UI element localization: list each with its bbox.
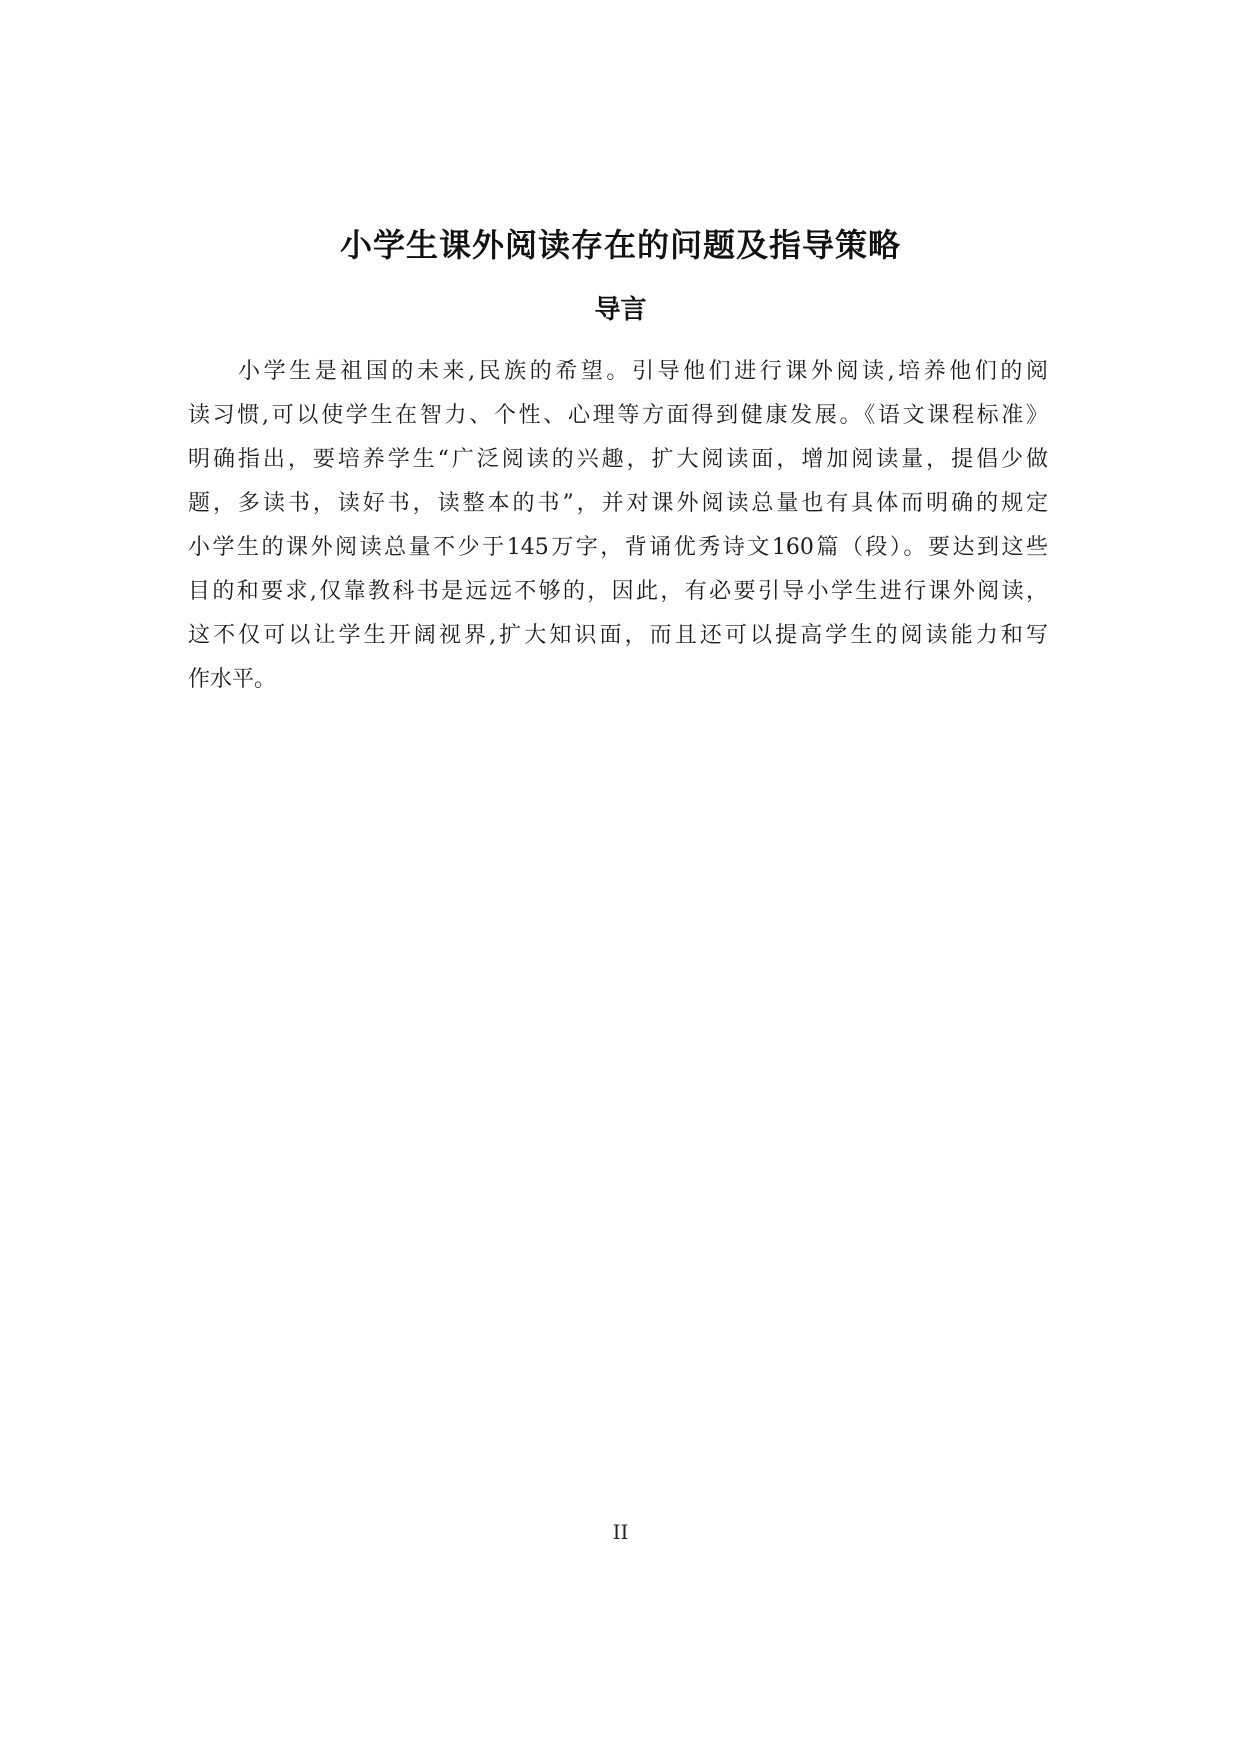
paragraph-line: 小学生的课外阅读总量不少于145万字，背诵优秀诗文160篇（段）。要达到这些 (188, 535, 1048, 560)
paragraph-line: 读习惯,可以使学生在智力、个性、心理等方面得到健康发展。《语文课程标准》 (188, 403, 1048, 428)
intro-paragraph (188, 350, 1048, 702)
section-heading: 导言 (594, 295, 647, 325)
paragraph-line: 作水平。 (188, 667, 277, 692)
document-title: 小学生课外阅读存在的问题及指导策略 (339, 226, 901, 264)
paragraph-line: 明确指出，要培养学生“广泛阅读的兴趣，扩大阅读面，增加阅读量，提倡少做 (188, 447, 1048, 472)
paragraph-line: 题，多读书，读好书，读整本的书”，并对课外阅读总量也有具体而明确的规定 (188, 491, 1048, 516)
paragraph-line: 目的和要求,仅靠教科书是远远不够的，因此，有必要引导小学生进行课外阅读， (188, 579, 1048, 604)
paragraph-line: 这不仅可以让学生开阔视界,扩大知识面，而且还可以提高学生的阅读能力和写 (188, 623, 1048, 648)
page-number: II (612, 1520, 629, 1544)
paragraph-line: 小学生是祖国的未来,民族的希望。引导他们进行课外阅读,培养他们的阅 (238, 359, 1048, 384)
